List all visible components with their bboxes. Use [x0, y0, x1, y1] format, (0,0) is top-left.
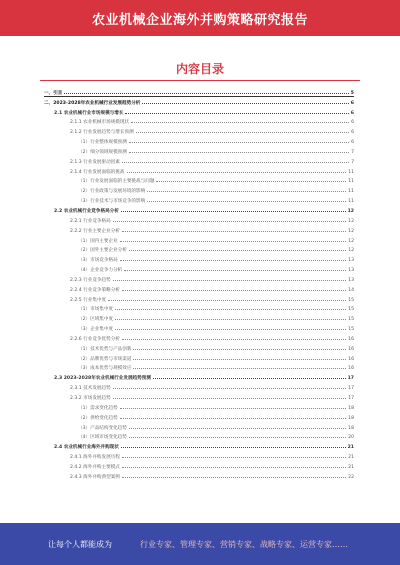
- toc-entry-title: （1）国内主要企业: [78, 238, 118, 244]
- toc-entry[interactable]: [44, 125, 354, 135]
- toc-entry[interactable]: [44, 224, 354, 234]
- toc-entry-title: 2.2.6 行业竞争优势分析: [70, 336, 120, 342]
- toc-entry-page: 13: [348, 258, 354, 264]
- toc-entry-title: （2）细分领域规模预测: [78, 149, 127, 155]
- toc-entry-page: 6: [351, 140, 354, 146]
- toc-entry[interactable]: [44, 116, 354, 126]
- toc-entry-title: 2.2.1 行业竞争格局: [70, 218, 111, 224]
- toc-entry-title: （1）行业整体规模预测: [78, 140, 127, 146]
- toc-entry[interactable]: [44, 263, 354, 273]
- toc-entry-page: 17: [348, 396, 354, 401]
- toc-leader-dots: [122, 476, 346, 478]
- toc-leader-dots: [122, 456, 346, 458]
- toc-leader-dots: [125, 112, 348, 114]
- toc-entry-page: 6: [350, 100, 354, 106]
- toc-entry[interactable]: [44, 421, 354, 431]
- table-of-contents: [44, 86, 354, 480]
- toc-entry[interactable]: [44, 312, 354, 322]
- footer-banner: [0, 523, 400, 565]
- toc-leader-dots: [136, 131, 349, 133]
- toc-entry[interactable]: [44, 214, 354, 224]
- report-header-banner: [0, 0, 400, 36]
- toc-leader-dots: [129, 151, 349, 153]
- toc-entry[interactable]: [44, 155, 354, 165]
- toc-entry[interactable]: [44, 175, 354, 185]
- toc-entry-page: 16: [348, 366, 354, 372]
- toc-entry-title: 2.1.4 行业发展面临的挑战: [70, 169, 125, 175]
- toc-leader-dots: [121, 210, 346, 212]
- toc-entry-page: 6: [351, 130, 354, 136]
- toc-entry[interactable]: [44, 332, 354, 342]
- toc-entry[interactable]: [44, 470, 354, 480]
- toc-entry[interactable]: [44, 165, 354, 175]
- toc-entry-title: 2.2.2 行业主要企业分析: [70, 228, 120, 234]
- toc-leader-dots: [108, 299, 346, 301]
- toc-entry-title: （4）区域市场变化趋势: [78, 435, 127, 441]
- toc-entry[interactable]: [44, 106, 354, 116]
- toc-entry-page: 18: [348, 415, 354, 421]
- heading-divider: [40, 80, 360, 81]
- toc-entry-title: 2.2.4 行业竞争策略分析: [70, 287, 120, 293]
- toc-entry-page: 12: [348, 238, 354, 244]
- toc-entry[interactable]: [44, 391, 354, 401]
- toc-leader-dots: [153, 377, 346, 379]
- toc-entry[interactable]: [44, 145, 354, 155]
- toc-entry[interactable]: [44, 322, 354, 332]
- toc-entry-page: 6: [350, 110, 354, 116]
- toc-entry-title: 2.1.1 农业机械市场规模现状: [70, 120, 130, 126]
- toc-entry[interactable]: [44, 411, 354, 421]
- toc-entry-title: （1）行业发展面临的主要挑战与问题: [78, 179, 155, 185]
- toc-entry-page: 7: [351, 159, 354, 165]
- toc-entry-page: 5: [350, 90, 354, 96]
- toc-entry-page: 16: [348, 356, 354, 362]
- toc-entry-title: 2.4 农业机械行业海外并购现状: [54, 445, 119, 451]
- toc-leader-dots: [120, 407, 346, 409]
- toc-entry-page: 17: [348, 386, 354, 392]
- toc-leader-dots: [115, 318, 346, 320]
- toc-leader-dots: [133, 367, 346, 369]
- toc-entry-page: 15: [348, 297, 354, 303]
- toc-entry[interactable]: [44, 283, 354, 293]
- toc-leader-dots: [129, 436, 346, 438]
- toc-entry-title: （3）成本优势与规模效应: [78, 366, 132, 372]
- toc-entry[interactable]: [44, 184, 354, 194]
- toc-entry-page: 16: [348, 346, 354, 352]
- toc-entry-page: 22: [348, 474, 354, 480]
- toc-entry-page: 13: [348, 268, 354, 274]
- toc-entry-title: 2.1.3 行业发展驱动因素: [70, 159, 120, 165]
- toc-entry[interactable]: [44, 352, 354, 362]
- toc-leader-dots: [120, 240, 346, 242]
- toc-entry-title: （1）市场集中度: [78, 307, 114, 313]
- toc-entry[interactable]: [44, 303, 354, 313]
- toc-entry[interactable]: [44, 460, 354, 470]
- toc-entry-title: （1）需求变化趋势: [78, 405, 118, 411]
- toc-entry-title: 2.2.5 行业集中度: [70, 297, 107, 303]
- toc-entry[interactable]: [44, 253, 354, 263]
- toc-entry[interactable]: [44, 234, 354, 244]
- toc-entry[interactable]: [44, 135, 354, 145]
- toc-entry-title: 2.4.2 海外并购主要模式: [70, 464, 120, 470]
- toc-entry[interactable]: [44, 86, 354, 96]
- toc-entry-title: 2.2 农业机械行业竞争格局分析: [54, 208, 119, 214]
- toc-leader-dots: [127, 171, 347, 173]
- toc-entry-title: 2.3.2 市场发展趋势: [70, 396, 111, 401]
- toc-leader-dots: [133, 348, 346, 350]
- toc-leader-dots: [129, 249, 346, 251]
- toc-entry-title: 2.4.3 海外并购典型案例: [70, 474, 120, 480]
- toc-leader-dots: [113, 387, 346, 389]
- toc-entry-page: 17: [347, 376, 354, 382]
- footer-slogan: 让每个人都能成为: [48, 540, 112, 549]
- toc-entry-page: 18: [348, 405, 354, 411]
- toc-leader-dots: [122, 466, 346, 468]
- toc-entry-title: 二、2023-2028年农业机械行业发展趋势分析: [44, 100, 141, 106]
- toc-entry[interactable]: [44, 371, 354, 381]
- toc-leader-dots: [147, 200, 346, 202]
- toc-entry-page: 12: [348, 228, 354, 234]
- toc-leader-dots: [147, 190, 346, 192]
- toc-entry-title: （1）技术优势与产品创新: [78, 346, 132, 352]
- toc-entry[interactable]: [44, 381, 354, 391]
- toc-leader-dots: [120, 417, 346, 419]
- toc-entry-page: 11: [348, 179, 354, 185]
- toc-entry-title: 2.1 农业机械行业市场规模与增长: [54, 110, 124, 116]
- toc-entry-page: 21: [348, 455, 354, 461]
- toc-entry-title: （2）国外主要企业分析: [78, 248, 127, 254]
- toc-entry-title: 2.3 2023-2028年农业机械行业发展趋势预测: [54, 376, 151, 382]
- toc-entry[interactable]: [44, 401, 354, 411]
- toc-entry-page: 14: [348, 287, 354, 293]
- toc-entry[interactable]: [44, 450, 354, 460]
- toc-entry-page: 16: [348, 336, 354, 342]
- toc-leader-dots: [113, 279, 346, 281]
- toc-entry-title: 2.4.1 海外并购发展历程: [70, 455, 120, 461]
- toc-entry-page: 21: [348, 464, 354, 470]
- toc-leader-dots: [121, 446, 346, 448]
- toc-entry-page: 6: [351, 120, 354, 126]
- toc-leader-dots: [122, 289, 346, 291]
- toc-heading: 内容目录: [175, 62, 224, 76]
- toc-entry-title: 2.2.3 行业竞争趋势: [70, 277, 111, 283]
- toc-entry-page: 11: [348, 169, 354, 175]
- toc-leader-dots: [122, 161, 349, 163]
- toc-entry[interactable]: [44, 431, 354, 441]
- toc-leader-dots: [113, 397, 346, 399]
- toc-entry-page: 12: [348, 248, 354, 254]
- toc-leader-dots: [64, 92, 348, 94]
- toc-entry-page: 13: [348, 277, 354, 283]
- toc-leader-dots: [129, 427, 346, 429]
- toc-leader-dots: [133, 358, 346, 360]
- toc-entry[interactable]: [44, 440, 354, 450]
- toc-entry-page: 12: [348, 218, 354, 224]
- toc-entry-title: 2.3.1 技术发展趋势: [70, 386, 111, 392]
- toc-leader-dots: [115, 328, 346, 330]
- toc-entry-title: （2）供给变化趋势: [78, 415, 118, 421]
- toc-entry-title: （3）产品结构变化趋势: [78, 425, 127, 431]
- toc-entry[interactable]: [44, 293, 354, 303]
- toc-entry-title: （4）企业竞争力分析: [78, 268, 123, 274]
- toc-leader-dots: [120, 259, 346, 261]
- toc-entry-page: 15: [348, 307, 354, 313]
- toc-leader-dots: [124, 269, 346, 271]
- toc-entry[interactable]: [44, 204, 354, 214]
- toc-leader-dots: [156, 180, 346, 182]
- toc-leader-dots: [142, 102, 348, 104]
- toc-leader-dots: [115, 308, 346, 310]
- toc-entry-page: 15: [348, 327, 354, 333]
- toc-leader-dots: [131, 121, 349, 123]
- toc-entry-title: （3）企业集中度: [78, 327, 114, 333]
- toc-leader-dots: [122, 338, 346, 340]
- toc-entry[interactable]: [44, 273, 354, 283]
- toc-entry-page: 7: [351, 149, 354, 155]
- toc-entry-title: （2）品牌优势与市场渠道: [78, 356, 132, 362]
- toc-divider-top: [44, 96, 354, 97]
- toc-leader-dots: [122, 230, 346, 232]
- toc-entry-title: 一、引言: [44, 90, 63, 96]
- toc-entry-title: （2）区域集中度: [78, 317, 114, 323]
- toc-entry-title: （2）行业政策与发展环境的影响: [78, 189, 146, 195]
- toc-entry-page: 20: [348, 435, 354, 441]
- toc-entry[interactable]: [44, 194, 354, 204]
- toc-entry-title: 2.1.2 行业发展趋势与增长预测: [70, 130, 134, 136]
- toc-entry-title: （3）行业技术与市场竞争的影响: [78, 199, 146, 205]
- toc-entry[interactable]: [44, 342, 354, 352]
- toc-entry-page: 11: [348, 199, 354, 205]
- footer-tagline: 行业专家、管理专家、营销专家、战略专家、运营专家……: [140, 540, 348, 549]
- toc-leader-dots: [129, 141, 349, 143]
- toc-entry-page: 21: [347, 445, 354, 451]
- toc-entry[interactable]: [44, 244, 354, 254]
- toc-entry-page: 18: [348, 425, 354, 431]
- toc-entry-page: 12: [347, 208, 354, 214]
- toc-entry[interactable]: [44, 96, 354, 106]
- report-title: 农业机械企业海外并购策略研究报告: [91, 13, 308, 28]
- toc-entry-page: 15: [348, 317, 354, 323]
- toc-entry[interactable]: [44, 362, 354, 372]
- toc-leader-dots: [113, 220, 346, 222]
- toc-entry-page: 11: [348, 189, 354, 195]
- toc-entry-title: （3）市场竞争格局: [78, 258, 118, 264]
